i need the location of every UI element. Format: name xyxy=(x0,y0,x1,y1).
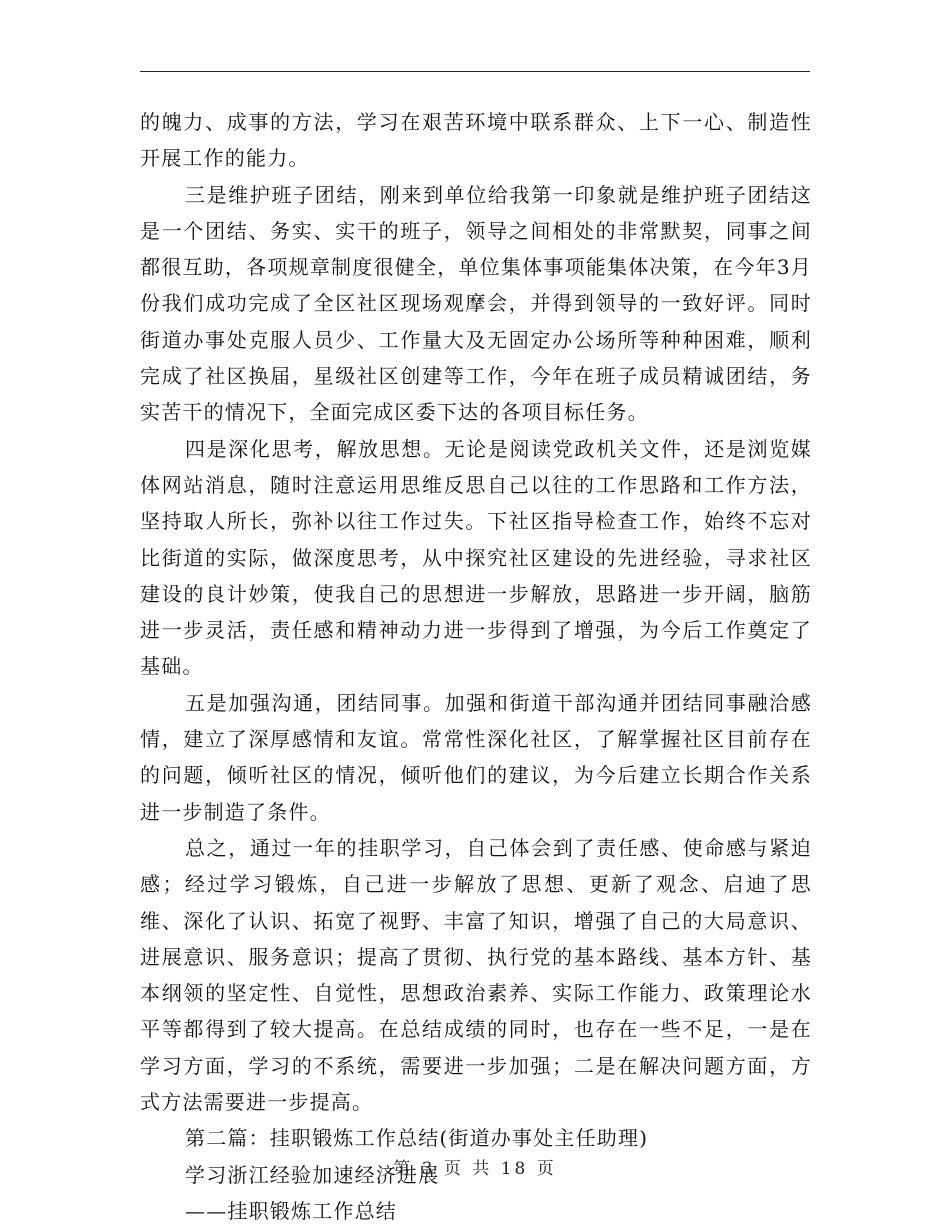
section-heading: 第二篇：挂职锻炼工作总结(街道办事处主任助理) xyxy=(185,1126,649,1151)
page-number-footer: 第 3 页 共 18 页 xyxy=(393,1159,557,1179)
article-title: 学习浙江经验加速经济进展 xyxy=(185,1162,440,1187)
header-rule xyxy=(140,71,810,72)
paragraph-point-five: 五是加强沟通，团结同事。加强和街道干部沟通并团结同事融洽感情，建立了深厚感情和友谊。常常性深化社区，了解掌握社区目前存在的问题，倾听社区的情况，倾听他们的建议，为今后建立长期合作关系进一步制造了条件。 xyxy=(140,690,812,824)
paragraph-point-four: 四是深化思考，解放思想。无论是阅读党政机关文件，还是浏览媒体网站消息，随时注意运用思维反思自己以往的工作思路和工作方法，坚持取人所长，弥补以往工作过失。下社区指导检查工作，始终不忘对比街道的实际，做深度思考，从中探究社区建设的先进经验，寻求社区建设的良计妙策，使我自己的思想进一步解放，思路进一步开阔，脑筋进一步灵活，责任感和精神动力进一步得到了增强，为今后工作奠定了基础。 xyxy=(140,436,812,679)
paragraph-point-three: 三是维护班子团结，刚来到单位给我第一印象就是维护班子团结这是一个团结、务实、实干的班子，领导之间相处的非常默契，同事之间都很互助，各项规章制度很健全，单位集体事项能集体决策，在今年3月份我们成功完成了全区社区现场观摩会，并得到领导的一致好评。同时街道办事处克服人员少、工作量大及无固定办公场所等种种困难，顺利完成了社区换届，星级社区创建等工作，今年在班子成员精诚团结，务实苦干的情况下，全面完成区委下达的各项目标任务。 xyxy=(140,182,812,425)
document-body xyxy=(140,104,812,1229)
paragraph-summary: 总之，通过一年的挂职学习，自己体会到了责任感、使命感与紧迫感；经过学习锻炼，自己进一步解放了思想、更新了观念、启迪了思维、深化了认识、拓宽了视野、丰富了知识，增强了自己的大局意识、进展意识、服务意识；提高了贯彻、执行党的基本路线、基本方针、基本纲领的坚定性、自觉性，思想政治素养、实际工作能力、政策理论水平等都得到了较大提高。在总结成绩的同时，也存在一些不足，一是在学习方面，学习的不系统，需要进一步加强；二是在解决问题方面，方式方法需要进一步提高。 xyxy=(140,835,812,1115)
paragraph-continuation: 的魄力、成事的方法，学习在艰苦环境中联系群众、上下一心、制造性开展工作的能力。 xyxy=(140,110,812,171)
article-subtitle: ——挂职锻炼工作总结 xyxy=(185,1198,397,1223)
